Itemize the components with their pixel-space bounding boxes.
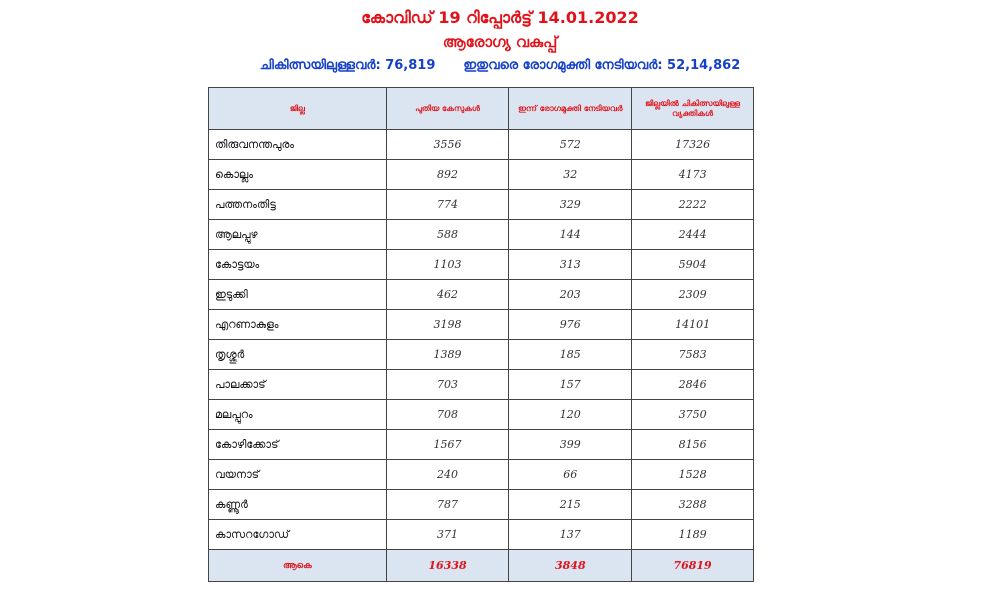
active-cell: 2444 bbox=[632, 220, 754, 250]
district-cell: കൊല്ലം bbox=[209, 160, 387, 190]
total-row bbox=[209, 550, 754, 582]
active-cell: 3288 bbox=[632, 490, 754, 520]
report-title: കോവിഡ് 19 റിപ്പോർട്ട് 14.01.2022 bbox=[361, 8, 639, 27]
recovered-cell: 313 bbox=[509, 250, 632, 280]
recovered-cell: 185 bbox=[509, 340, 632, 370]
active-cell: 14101 bbox=[632, 310, 754, 340]
active-cell: 8156 bbox=[632, 430, 754, 460]
table-row bbox=[209, 400, 754, 430]
district-cell: തിരുവനന്തപുരം bbox=[209, 130, 387, 160]
table-row bbox=[209, 220, 754, 250]
table-row bbox=[209, 370, 754, 400]
table-row bbox=[209, 190, 754, 220]
recovered-cell: 66 bbox=[509, 460, 632, 490]
new-cases-cell: 462 bbox=[386, 280, 509, 310]
new-cases-cell: 1389 bbox=[386, 340, 509, 370]
active-cell: 2309 bbox=[632, 280, 754, 310]
under-treatment-summary: ചികിത്സയിലുള്ളവർ: 76,819 bbox=[259, 58, 436, 73]
recovered-cell: 976 bbox=[509, 310, 632, 340]
district-cell: കോട്ടയം bbox=[209, 250, 387, 280]
recovered-cell: 137 bbox=[509, 520, 632, 550]
new-cases-cell: 708 bbox=[386, 400, 509, 430]
active-cell: 1528 bbox=[632, 460, 754, 490]
department-title: ആരോഗ്യ വകുപ്പ് bbox=[442, 33, 558, 51]
new-cases-cell: 371 bbox=[386, 520, 509, 550]
recovered-cell: 399 bbox=[509, 430, 632, 460]
district-cell: പത്തനംതിട്ട bbox=[209, 190, 387, 220]
new-cases-cell: 1103 bbox=[386, 250, 509, 280]
header-recovered-today: ഇന്ന് രോഗമുക്തി നേടിയവർ bbox=[509, 88, 632, 130]
recovered-total-summary: ഇതുവരെ രോഗമുക്തി നേടിയവർ: 52,14,862 bbox=[463, 58, 741, 73]
total-active: 76819 bbox=[632, 550, 754, 582]
active-cell: 1189 bbox=[632, 520, 754, 550]
new-cases-cell: 703 bbox=[386, 370, 509, 400]
district-report-table bbox=[208, 87, 754, 582]
table-row bbox=[209, 250, 754, 280]
header-under-treatment: ജില്ലയിൽ ചികിത്സയിലുള്ള വ്യക്തികൾ bbox=[632, 88, 754, 130]
new-cases-cell: 774 bbox=[386, 190, 509, 220]
total-label: ആകെ bbox=[209, 550, 387, 582]
recovered-cell: 203 bbox=[509, 280, 632, 310]
new-cases-cell: 787 bbox=[386, 490, 509, 520]
active-cell: 5904 bbox=[632, 250, 754, 280]
recovered-cell: 120 bbox=[509, 400, 632, 430]
table-row bbox=[209, 430, 754, 460]
table-row bbox=[209, 340, 754, 370]
recovered-cell: 144 bbox=[509, 220, 632, 250]
new-cases-cell: 3198 bbox=[386, 310, 509, 340]
recovered-cell: 157 bbox=[509, 370, 632, 400]
total-recovered: 3848 bbox=[509, 550, 632, 582]
table-row bbox=[209, 520, 754, 550]
district-cell: എറണാകുളം bbox=[209, 310, 387, 340]
new-cases-cell: 892 bbox=[386, 160, 509, 190]
recovered-cell: 215 bbox=[509, 490, 632, 520]
district-cell: തൃശ്ശൂർ bbox=[209, 340, 387, 370]
header-district: ജില്ല bbox=[209, 88, 387, 130]
district-cell: പാലക്കാട് bbox=[209, 370, 387, 400]
total-new-cases: 16338 bbox=[386, 550, 509, 582]
active-cell: 7583 bbox=[632, 340, 754, 370]
recovered-cell: 572 bbox=[509, 130, 632, 160]
active-cell: 2846 bbox=[632, 370, 754, 400]
table-row bbox=[209, 130, 754, 160]
recovered-cell: 329 bbox=[509, 190, 632, 220]
new-cases-cell: 1567 bbox=[386, 430, 509, 460]
active-cell: 4173 bbox=[632, 160, 754, 190]
new-cases-cell: 240 bbox=[386, 460, 509, 490]
table-row bbox=[209, 280, 754, 310]
table-row bbox=[209, 460, 754, 490]
table-row bbox=[209, 310, 754, 340]
table-header-row bbox=[209, 88, 754, 130]
table-row bbox=[209, 160, 754, 190]
district-cell: മലപ്പുറം bbox=[209, 400, 387, 430]
district-cell: ഇടുക്കി bbox=[209, 280, 387, 310]
district-cell: വയനാട് bbox=[209, 460, 387, 490]
district-cell: കാസറഗോഡ് bbox=[209, 520, 387, 550]
table-row bbox=[209, 490, 754, 520]
active-cell: 2222 bbox=[632, 190, 754, 220]
district-cell: ആലപ്പുഴ bbox=[209, 220, 387, 250]
new-cases-cell: 588 bbox=[386, 220, 509, 250]
district-cell: കോഴിക്കോട് bbox=[209, 430, 387, 460]
summary-line bbox=[0, 58, 1000, 73]
new-cases-cell: 3556 bbox=[386, 130, 509, 160]
active-cell: 17326 bbox=[632, 130, 754, 160]
district-cell: കണ്ണൂർ bbox=[209, 490, 387, 520]
recovered-cell: 32 bbox=[509, 160, 632, 190]
active-cell: 3750 bbox=[632, 400, 754, 430]
header-new-cases: പുതിയ കേസുകൾ bbox=[386, 88, 509, 130]
